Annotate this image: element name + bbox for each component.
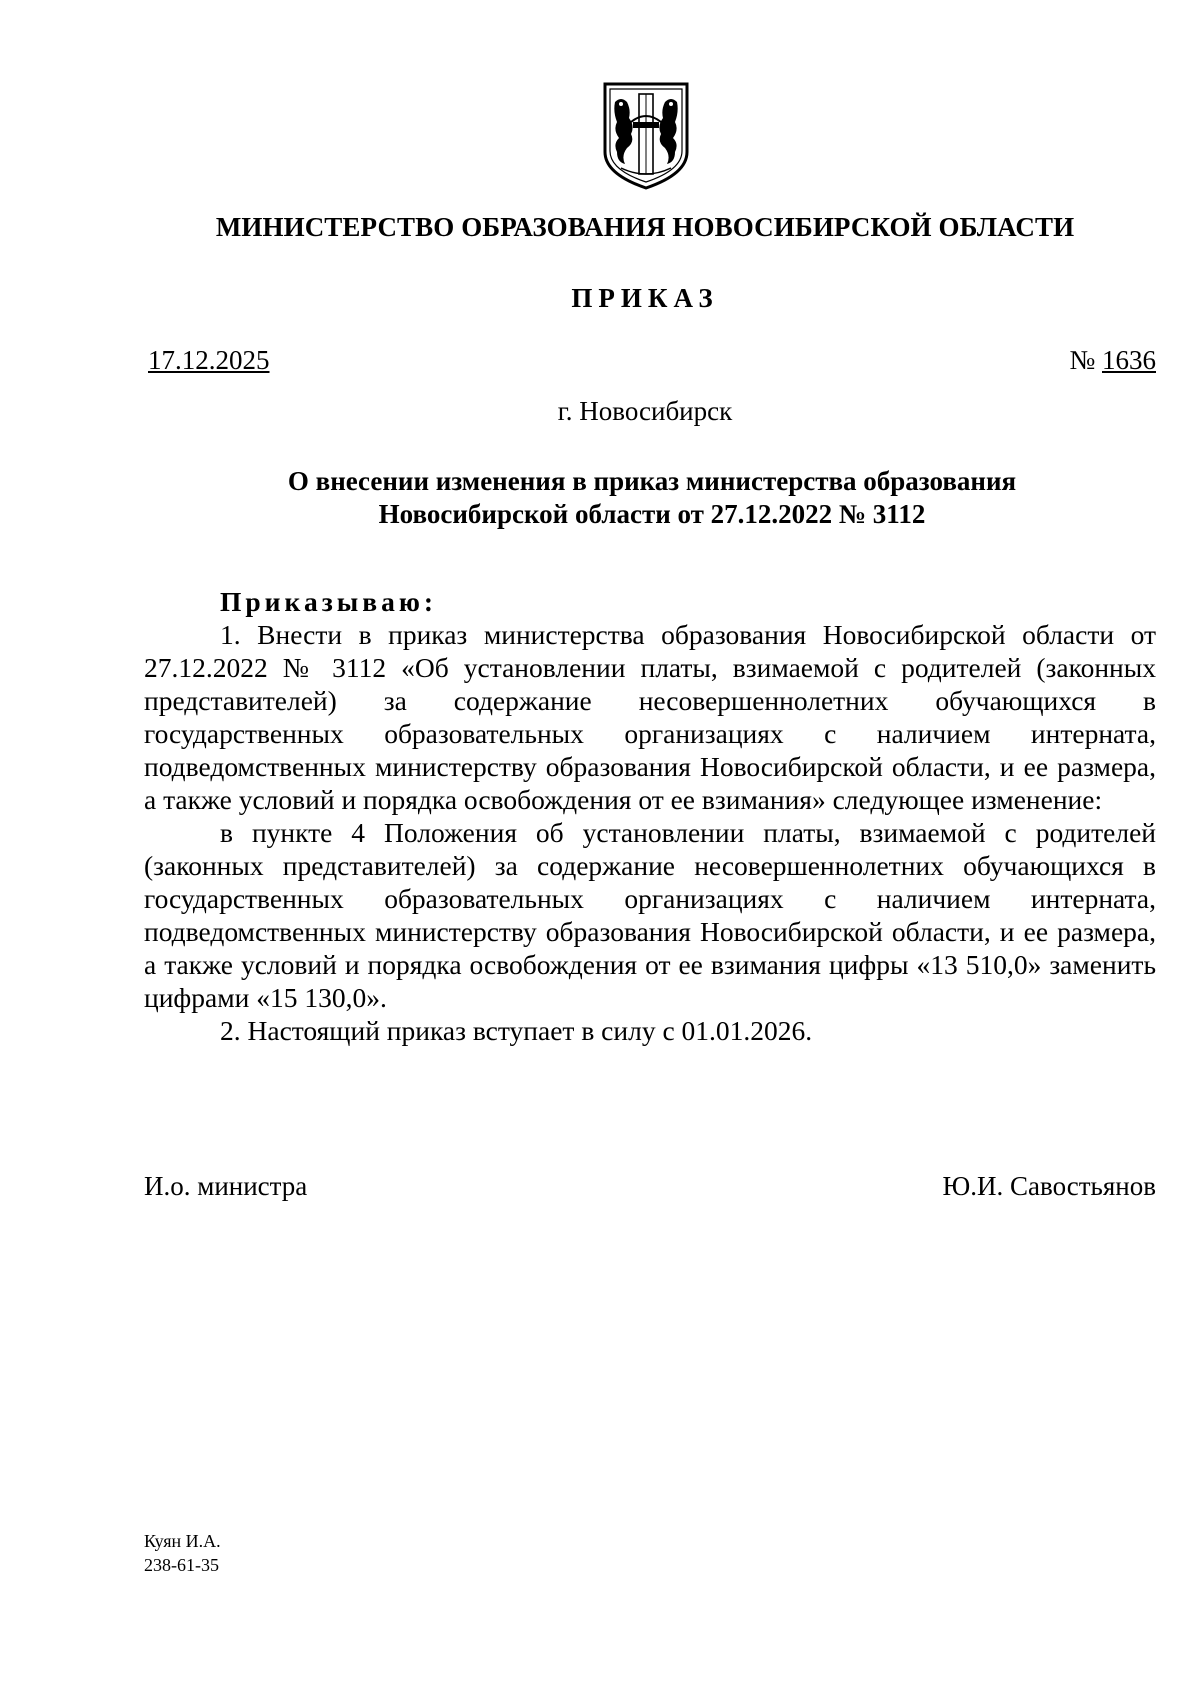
signatory-name: Ю.И. Савостьянов bbox=[942, 1171, 1156, 1201]
paragraph-1: 1. Внести в приказ министерства образования Новосибирской области от 27.12.2022 № 3112 «Об установлении платы, взимаемой с родителей (законных представителей) за содержание несовершеннолетних обучающихся в государственных образовательных организациях с наличием интерната, подведомственных министерству образования Новосибирской области, и ее размера, а также условий и порядка освобождения от ее взимания» следующее изменение: bbox=[144, 619, 1156, 815]
executor-name: Куян И.А. bbox=[144, 1531, 221, 1551]
signatory-role: И.о. министра bbox=[144, 1171, 308, 1201]
city: г. Новосибирск bbox=[557, 396, 733, 426]
executor-info bbox=[144, 1529, 221, 1577]
order-subject bbox=[148, 465, 1156, 531]
coat-of-arms-icon bbox=[601, 82, 691, 190]
order-number-value: 1636 bbox=[1102, 345, 1156, 375]
order-body bbox=[144, 585, 1156, 1047]
decree-word: Приказываю: bbox=[220, 586, 438, 617]
document-type-title: ПРИКАЗ bbox=[571, 283, 719, 313]
executor-phone: 238-61-35 bbox=[144, 1555, 219, 1575]
order-number bbox=[1069, 345, 1156, 376]
subject-line-1: О внесении изменения в приказ министерства образования bbox=[287, 466, 1017, 496]
ministry-name: МИНИСТЕРСТВО ОБРАЗОВАНИЯ НОВОСИБИРСКОЙ ОБЛАСТИ bbox=[215, 212, 1075, 242]
paragraph-3: 2. Настоящий приказ вступает в силу с 01.01.2026. bbox=[220, 1015, 813, 1046]
order-number-prefix: № bbox=[1069, 345, 1096, 375]
paragraph-2: в пункте 4 Положения об установлении платы, взимаемой с родителей (законных представителей) за содержание несовершеннолетних обучающихся в государственных образовательных организациях с наличием интерната, подведомственных министерству образования Новосибирской области, и ее размера, а также условий и порядка освобождения от ее взимания цифры «13 510,0» заменить цифрами «15 130,0». bbox=[144, 817, 1156, 1013]
order-date: 17.12.2025 bbox=[148, 345, 270, 375]
subject-line-2: Новосибирской области от 27.12.2022 № 3112 bbox=[378, 499, 926, 529]
